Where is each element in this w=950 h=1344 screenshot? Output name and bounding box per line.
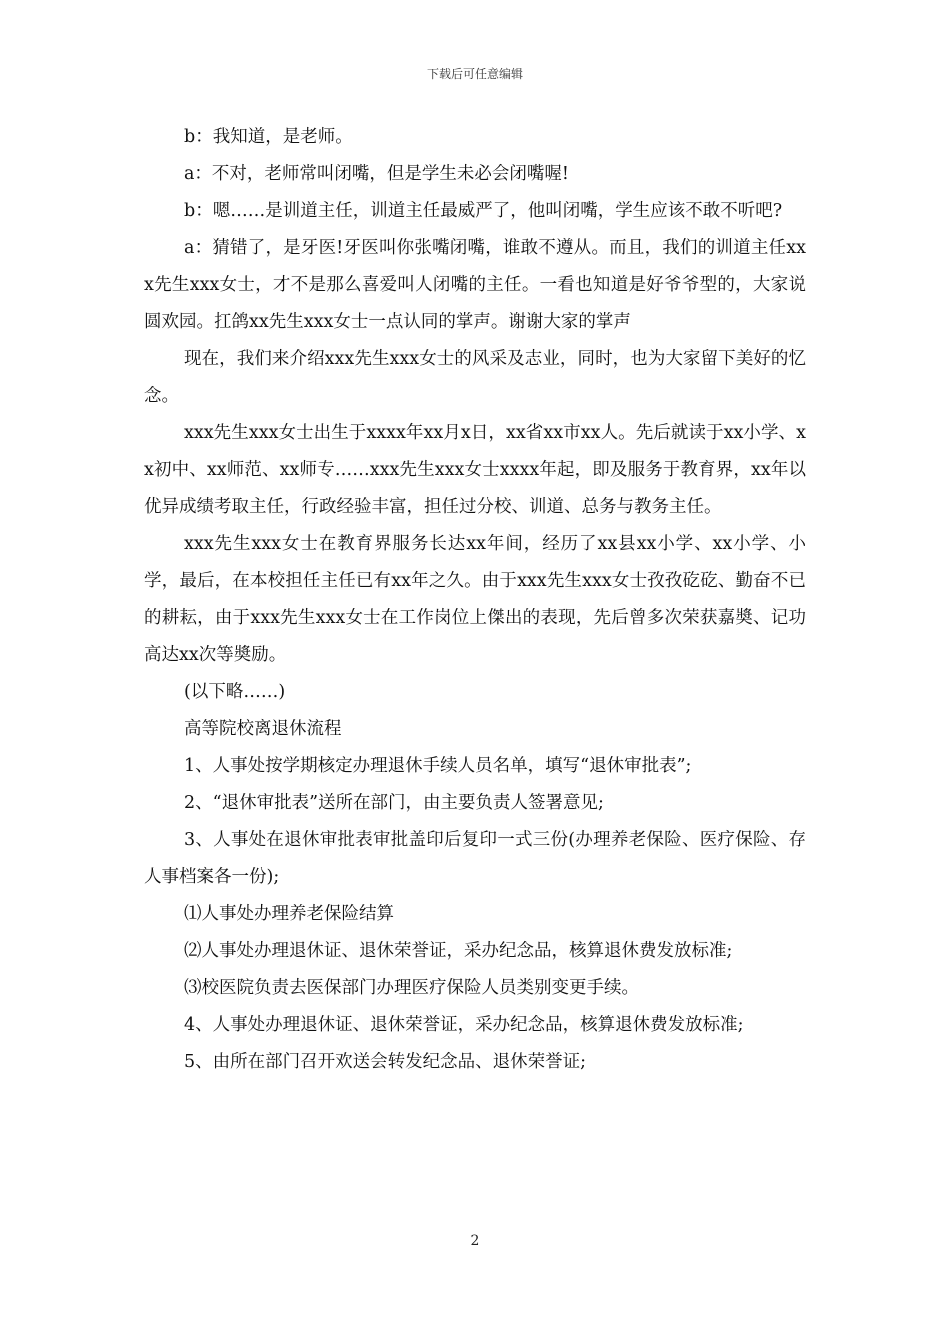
document-body [144,119,806,1081]
step-3: 3、人事处在退休审批表审批盖印后复印一式三份(办理养老保险、医疗保险、存人事档案各一份); [144,830,806,887]
page-header: 下载后可任意编辑 [426,67,523,81]
page-number: 2 [470,1233,480,1249]
paragraph-5: 现在，我们来介绍xxx先生xxx女士的风采及志业，同时，也为大家留下美好的忆念。 [144,349,806,406]
step-1: 1、人事处按学期核定办理退休手续人员名单，填写“退休审批表”; [184,756,692,776]
step-4: 4、人事处办理退休证、退休荣誉证，采办纪念品，核算退休费发放标准; [184,1015,744,1035]
substep-3: ⑶校医院负责去医保部门办理医疗保险人员类别变更手续。 [184,978,639,998]
substep-1: ⑴人事处办理养老保险结算 [184,904,394,924]
paragraph-4: a：猜错了，是牙医!牙医叫你张嘴闭嘴，谁敢不遵从。而且，我们的训道主任xxx先生xxx女士，才不是那么喜爱叫人闭嘴的主任。一看也知道是好爷爷型的，大家说圆欢园。扛鸽xx先生xxx女士一点认同的掌声。谢谢大家的掌声 [144,238,806,332]
step-2: 2、“退休审批表”送所在部门，由主要负责人签署意见; [184,793,604,813]
step-5: 5、由所在部门召开欢送会转发纪念品、退休荣誉证; [184,1052,587,1072]
paragraph-3: b：嗯……是训道主任，训道主任最威严了，他叫闭嘴，学生应该不敢不听吧? [184,201,783,221]
paragraph-8: (以下略……) [184,682,286,702]
paragraph-1: b：我知道，是老师。 [184,127,353,147]
section-title: 高等院校离退休流程 [184,719,342,739]
substep-2: ⑵人事处办理退休证、退休荣誉证，采办纪念品，核算退休费发放标准; [184,941,733,961]
paragraph-6: xxx先生xxx女士出生于xxxx年xx月x日，xx省xx市xx人。先后就读于xx小学、xx初中、xx师范、xx师专……xxx先生xxx女士xxxx年起，即及服务于教育界，xx年以优异成绩考取主任，行政经验丰富，担任过分校、训道、总务与教务主任。 [144,423,806,517]
paragraph-7: xxx先生xxx女士在教育界服务长达xx年间，经历了xx县xx小学、xx小学、小学，最后，在本校担任主任已有xx年之久。由于xxx先生xxx女士孜孜矻矻、勤奋不已的耕耘，由于xxx先生xxx女士在工作岗位上傑出的表现，先后曾多次荣获嘉奬、记功高达xx次等奬励。 [144,534,806,665]
paragraph-2: a：不对，老师常叫闭嘴，但是学生未必会闭嘴喔! [184,164,569,184]
